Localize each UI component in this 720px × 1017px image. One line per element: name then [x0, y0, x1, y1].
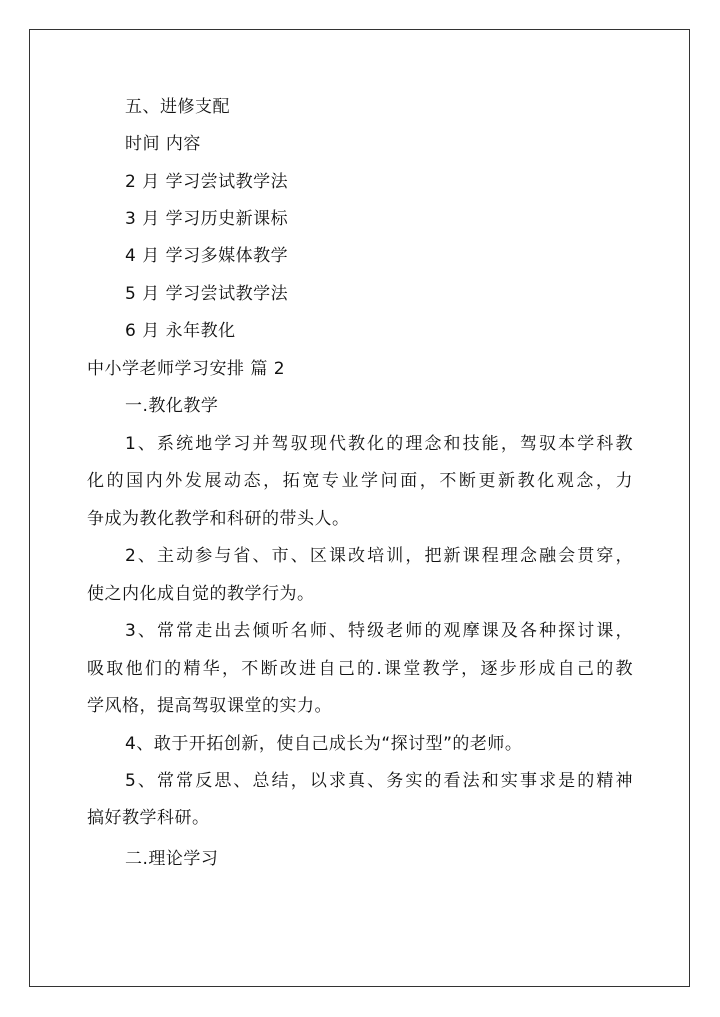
- schedule-row: 6 月 永年教化: [125, 321, 236, 341]
- subsection-heading: 二.理论学习: [125, 849, 219, 869]
- paragraph-line: 化的国内外发展动态，拓宽专业学问面，不断更新教化观念，力: [87, 471, 633, 491]
- schedule-row: 5 月 学习尝试教学法: [125, 284, 289, 304]
- paragraph-line: 2、主动参与省、市、区课改培训，把新课程理念融会贯穿，: [125, 546, 633, 566]
- section-heading: 五、进修支配: [125, 97, 230, 117]
- schedule-table-header: 时间 内容: [125, 134, 201, 154]
- part-title: 中小学老师学习安排 篇 2: [87, 359, 286, 379]
- paragraph-line: 4、敢于开拓创新，使自己成长为“探讨型”的老师。: [125, 734, 523, 754]
- subsection-heading: 一.教化教学: [125, 396, 219, 416]
- paragraph-line: 5、常常反思、总结，以求真、务实的看法和实事求是的精神: [125, 771, 633, 791]
- schedule-row: 4 月 学习多媒体教学: [125, 246, 289, 266]
- paragraph-line: 使之内化成自觉的教学行为。: [87, 584, 315, 604]
- paragraph-line: 争成为教化教学和科研的带头人。: [87, 509, 350, 529]
- paragraph-line: 搞好教学科研。: [87, 808, 210, 828]
- schedule-row: 2 月 学习尝试教学法: [125, 172, 289, 192]
- paragraph-line: 1、系统地学习并驾驭现代教化的理念和技能，驾驭本学科教: [125, 434, 633, 454]
- paragraph-line: 3、常常走出去倾听名师、特级老师的观摩课及各种探讨课，: [125, 621, 633, 641]
- paragraph-line: 吸取他们的精华，不断改进自己的.课堂教学，逐步形成自己的教: [87, 659, 633, 679]
- schedule-row: 3 月 学习历史新课标: [125, 209, 289, 229]
- paragraph-line: 学风格，提高驾驭课堂的实力。: [87, 696, 332, 716]
